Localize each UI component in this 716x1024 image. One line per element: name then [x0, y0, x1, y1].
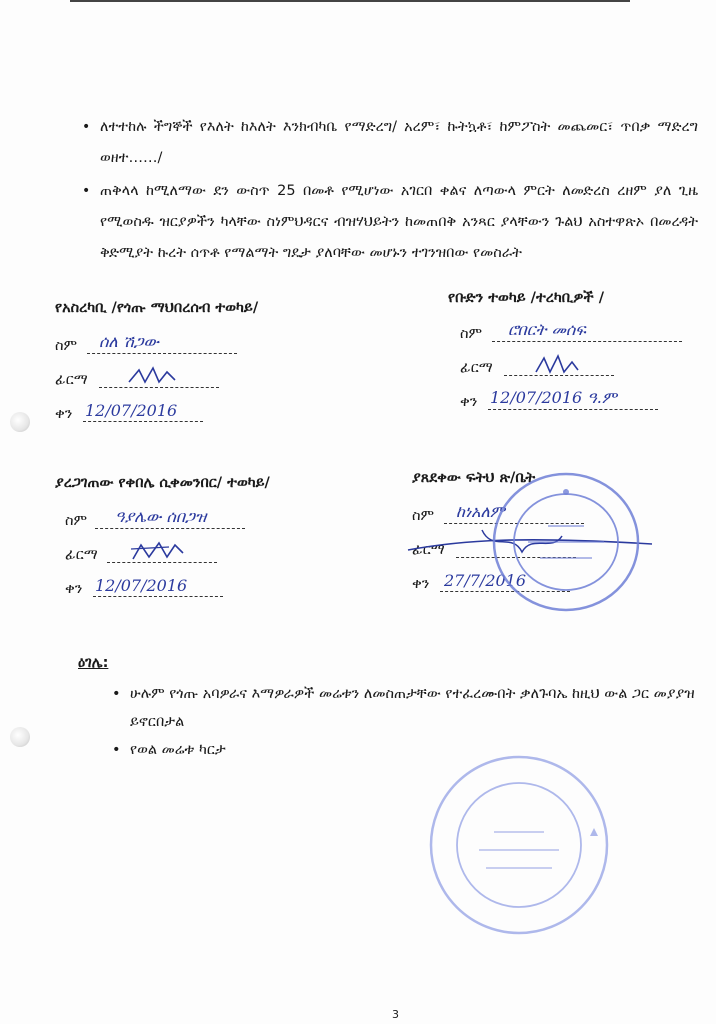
date-label: ቀን	[412, 576, 430, 592]
obligation-item: • ጠቅላላ ከሚለማው ደን ውስጥ 25 በመቶ የሚሆነው አገርበ ቀልና ለጣውላ ምርት ለመድረስ ረዘም ያለ ጊዜ የሚወስዱ ዝርያዎችን ካላቸው ስነምህዳርና ብዝሃህይትን ከመጠበቅ አንጻር ያላቸውን ጉልህ አስተዋጽኦ በመረዳት ቅድሚያት ኩረት ሰጥቶ የማልማት ግዴታ ያለባቸው መሆኑን ተገንዝበው የመስራት	[78, 176, 698, 269]
signature-scribble	[532, 352, 582, 378]
notes-list	[108, 680, 708, 764]
date-handwritten: 12/07/2016	[95, 576, 188, 595]
top-border-line	[70, 0, 630, 2]
punch-hole-bottom	[10, 727, 30, 747]
signature-block-kebele	[55, 475, 355, 603]
signature-label: ፊርማ	[460, 360, 493, 376]
block-heading: የቡድን ተወካይ /ተረካቢዎች /	[448, 290, 604, 306]
signature-scribble	[125, 364, 185, 388]
signature-scribble	[129, 537, 189, 565]
signature-block-receivers	[448, 290, 698, 416]
date-handwritten: 12/07/2016	[85, 401, 178, 420]
notes-title: ዕገሌ:	[78, 655, 109, 671]
note-item: • የወል መሬቱ ካርታ	[108, 736, 708, 764]
name-handwritten: ሮበርት መሰፍ	[508, 320, 586, 339]
name-label: ስም	[55, 338, 78, 354]
block-heading: የአስረካቢ /የጎጡ ማህበረሰብ ተወካይ/	[55, 300, 259, 316]
obligations-list	[78, 112, 698, 271]
name-label: ስም	[460, 326, 483, 342]
name-handwritten: ሰለ ሽጋው	[99, 332, 159, 351]
block-heading: ያረጋገጠው የቀበሌ ሲቀመንበር/ ተወካይ/	[55, 475, 270, 491]
name-handwritten: ዓያሌው ሰበጋዝ	[115, 507, 207, 526]
page-number: 3	[392, 1008, 399, 1021]
date-label: ቀን	[460, 394, 478, 410]
date-handwritten: 12/07/2016 ዓ.ም	[490, 388, 617, 407]
obligation-item: • ለተተከሉ ችግኞች የእለት ከእለት እንክብካቤ የማድረግ/ አረም፣ ኩትኳቶ፣ ከምፖስት መጨመር፣ ጥበቃ ማድረግ ወዘተ……/	[78, 112, 698, 174]
name-label: ስም	[65, 513, 88, 529]
signature-block-handover	[55, 300, 335, 428]
punch-hole-top	[10, 412, 30, 432]
date-label: ቀን	[65, 581, 83, 597]
signature-label: ፊርማ	[55, 372, 88, 388]
signature-label: ፊርማ	[412, 542, 445, 558]
name-handwritten: ከነአለም	[456, 502, 505, 521]
block-heading: ያጸደቀው ፍትህ ጽ/ቤት	[412, 470, 536, 486]
note-item: • ሁሉም የጎጡ አባዎራና እማዎራዎች መሬቱን ለመስጠታቸው የተፈረሙበት ቃለጉባኤ ከዚህ ውል ጋር መያያዝ ይኖርበታል	[108, 680, 708, 736]
date-label: ቀን	[55, 406, 73, 422]
date-handwritten: 27/7/2016	[444, 571, 527, 590]
official-stamp-justice	[488, 468, 644, 616]
signature-label: ፊርማ	[65, 547, 98, 563]
official-stamp-office	[424, 750, 614, 940]
name-label: ስም	[412, 508, 435, 524]
